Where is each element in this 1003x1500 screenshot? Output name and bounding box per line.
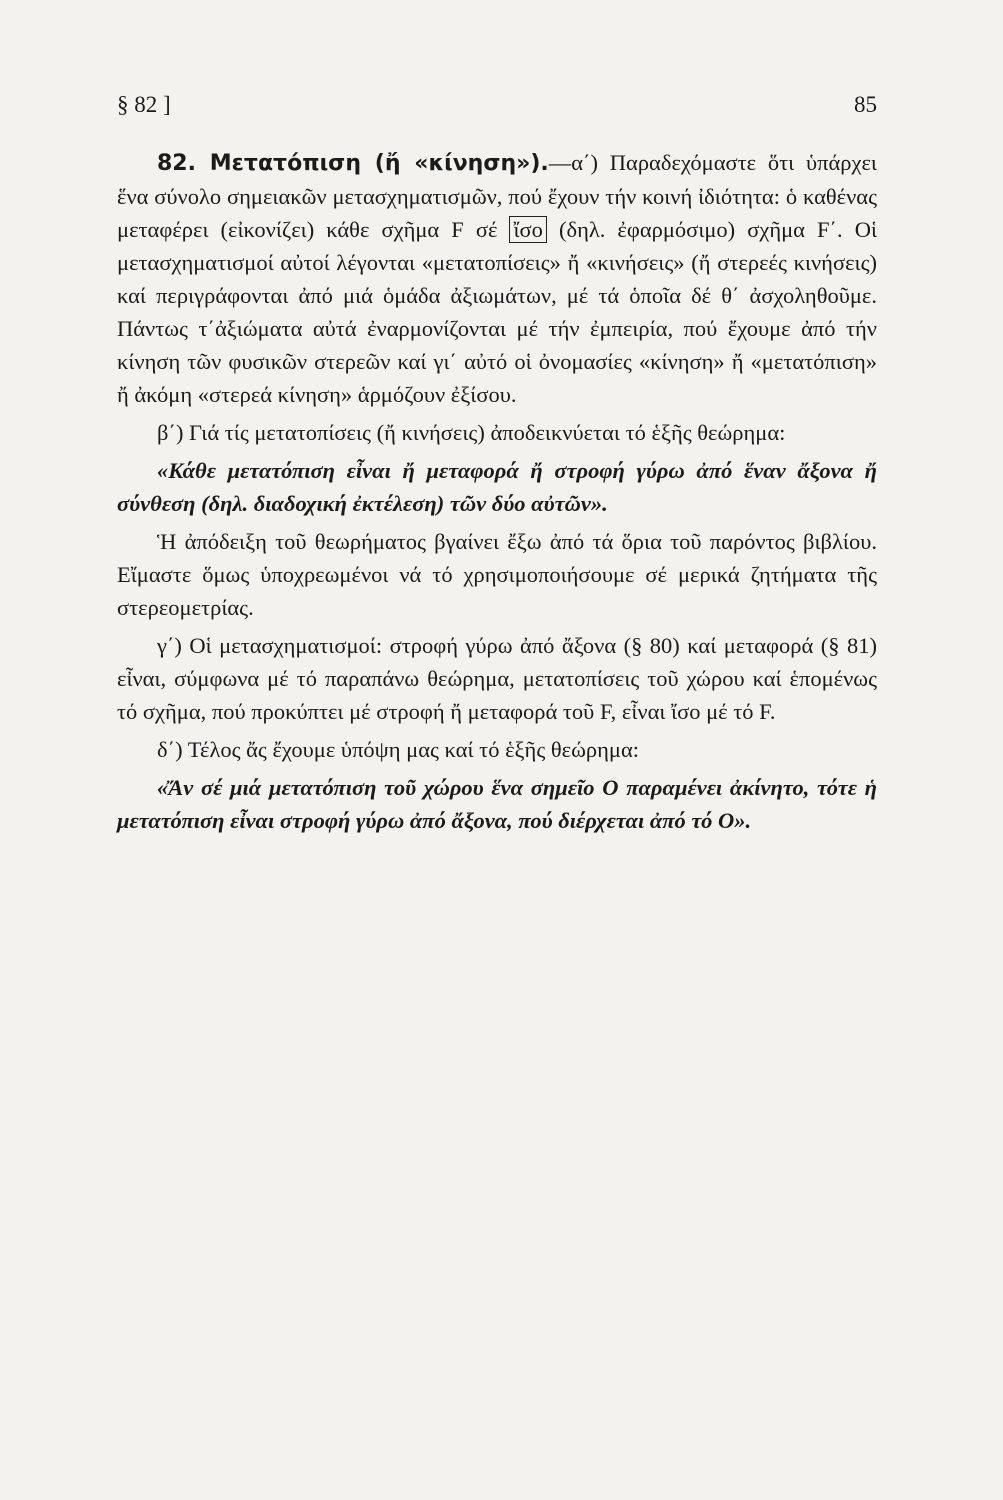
page-number: 85 [854,92,877,117]
paragraph-c: γ΄) Οἱ μετασχηματισμοί: στροφή γύρω ἀπό ἄξονα (§ 80) καί μεταφορά (§ 81) εἶναι, σύμφωνα μέ τό παραπάνω θεώρημα, μετατοπίσεις τοῦ χώρου καί ἑπομένως τό σχῆμα, πού προκύπτει μέ στροφή ἤ μεταφορά τοῦ F, εἶναι ἴσο μέ τό F. [117,633,877,724]
paragraph-a-end: (δηλ. ἐφαρμόσιμο) σχῆμα F΄. Οἱ μετασχηματισμοί αὐτοί λέγονται «μετατοπίσεις» ἤ «κινήσεις» (ἤ στερεές κινήσεις) καί περιγράφονται ἀπό μιά ὁμάδα ἀξιωμάτων, μέ τά ὁποῖα δέ θ΄ ἀσχοληθοῦμε. Πάντως τ΄ἀξιώματα αὐτά ἐναρμονίζονται μέ τήν ἐμπειρία, πού ἔχουμε ἀπό τήν κίνηση τῶν φυσικῶν στερεῶν καί γι΄ αὐτό οἱ ὀνομασίες «κίνηση» ἤ «μετατόπιση» ἤ ἀκόμη «στερεά κίνηση» ἁρμόζουν ἐξίσου. [117,217,878,407]
boxed-word: ἴσο [509,216,546,243]
paragraph-a [117,146,877,411]
theorem-1: «Κάθε μετατόπιση εἶναι ἤ μεταφορά ἤ στροφή γύρω ἀπό ἕναν ἄξονα ἤ σύνθεση (δηλ. διαδοχική ἐκτέλεση) τῶν δύο αὐτῶν». [117,458,877,516]
paragraph-b [117,416,877,449]
theorem-2: «Ἄν σέ μιά μετατόπιση τοῦ χώρου ἕνα σημεῖο O παραμένει ἀκίνητο, τότε ἡ μετατόπιση εἶναι στροφή γύρω ἀπό ἄξονα, πού διέρχεται ἀπό τό O». [117,775,877,833]
section-title: 82. Μετατόπιση (ἤ «κίνηση»). [157,151,549,176]
show-through-texture [70,820,930,1440]
paragraph-b-text: β΄) Γιά τίς μετατοπίσεις (ἤ κινήσεις) ἀποδεικνύεται τό ἑξῆς θεώρημα: [157,420,786,445]
paragraph-d: δ΄) Τέλος ἄς ἔχουμε ὑπόψη μας καί τό ἑξῆς θεώρημα: [157,737,639,762]
paragraph-proof: Ἡ ἀπόδειξη τοῦ θεωρήματος βγαίνει ἔξω ἀπό τά ὅρια τοῦ παρόντος βιβλίου. Εἴμαστε ὅμως ὑποχρεωμένοι νά τό χρησιμοποιήσουμε σέ μερικά ζητήματα τῆς στερεομετρίας. [117,529,877,620]
running-header [117,92,877,122]
paragraph-a-text: —α΄) Παραδεχόμαστε ὅτι ὑπάρχει ἕνα σύνολο σημειακῶν μετασχηματισμῶν, πού ἔχουν τήν κοινή ἰδιότητα: ὁ καθένας μεταφέρει (εἰκονίζει) κάθε σχῆμα F σέ [117,150,877,242]
section-reference: § 82 ] [117,92,171,117]
body-text [117,146,877,842]
